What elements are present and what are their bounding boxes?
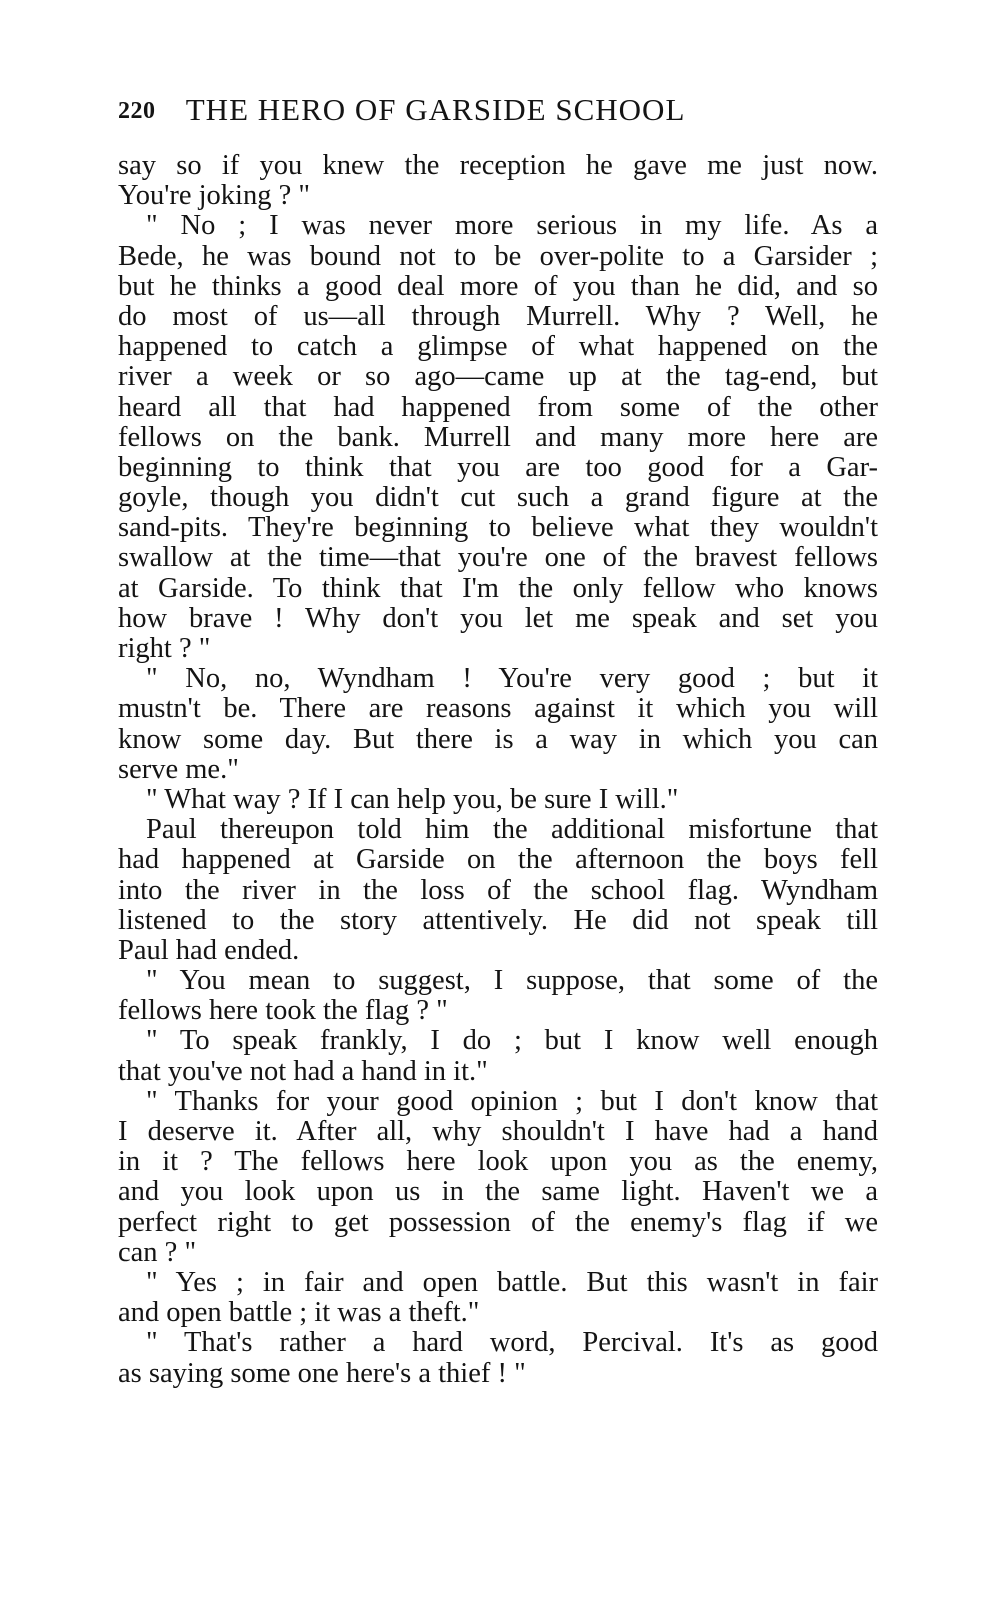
text-line: fellows on the bank. Murrell and many more here are (118, 421, 878, 453)
text-line: " What way ? If I can help you, be sure I will." (146, 783, 679, 815)
text-line: that you've not had a hand in it." (118, 1055, 488, 1087)
text-line: goyle, though you didn't cut such a grand figure at the (118, 482, 878, 514)
page-header (118, 92, 878, 132)
text-line: had happened at Garside on the afternoon the boys fell (118, 844, 878, 876)
text-line: into the river in the loss of the school flag. Wyndham (118, 874, 878, 906)
text-line: perfect right to get possession of the enemy's flag if we (118, 1206, 878, 1238)
text-line: and you look upon us in the same light. Haven't we a (118, 1176, 878, 1208)
text-line: " Yes ; in fair and open battle. But this wasn't in fair (146, 1266, 878, 1298)
text-line: " You mean to suggest, I suppose, that some of the (146, 965, 878, 997)
text-line: but he thinks a good deal more of you than he did, and so (118, 270, 878, 302)
text-line: do most of us—all through Murrell. Why ? Well, he (118, 300, 878, 332)
text-line: swallow at the time—that you're one of the bravest fellows (118, 542, 878, 574)
page-number: 220 (118, 98, 156, 124)
text-line: You're joking ? " (118, 180, 310, 212)
text-line: sand-pits. They're beginning to believe what they wouldn't (118, 512, 878, 544)
text-line: how brave ! Why don't you let me speak and set you (118, 602, 878, 634)
text-line: beginning to think that you are too good for a Gar- (118, 451, 878, 483)
text-line: listened to the story attentively. He did not speak till (118, 904, 878, 936)
text-line: Bede, he was bound not to be over-polite to a Garsider ; (118, 240, 878, 272)
text-line: mustn't be. There are reasons against it which you will (118, 693, 878, 725)
text-line: fellows here took the flag ? " (118, 995, 448, 1027)
body-text (118, 151, 878, 1389)
text-line: and open battle ; it was a theft." (118, 1297, 480, 1329)
text-line: as saying some one here's a thief ! " (118, 1357, 526, 1389)
text-line: at Garside. To think that I'm the only fellow who knows (118, 572, 878, 604)
text-line: heard all that had happened from some of the other (118, 391, 878, 423)
text-line: in it ? The fellows here look upon you as the enemy, (118, 1146, 878, 1178)
text-line: I deserve it. After all, why shouldn't I have had a hand (118, 1116, 878, 1147)
text-line: river a week or so ago—came up at the tag-end, but (118, 361, 878, 393)
text-line: serve me." (118, 753, 239, 785)
text-line: " No ; I was never more serious in my life. As a (146, 210, 878, 242)
text-line: right ? " (118, 633, 211, 664)
text-line: know some day. But there is a way in which you can (118, 723, 878, 755)
text-line: can ? " (118, 1236, 197, 1268)
text-line: say so if you knew the reception he gave me just now. (118, 150, 878, 181)
text-line: " That's rather a hard word, Percival. It's as good (146, 1327, 878, 1359)
text-line: " No, no, Wyndham ! You're very good ; but it (146, 663, 878, 695)
text-line: Paul thereupon told him the additional misfortune that (146, 814, 878, 846)
text-line: Paul had ended. (118, 934, 300, 966)
running-title: THE HERO OF GARSIDE SCHOOL (185, 92, 686, 127)
text-line: " To speak frankly, I do ; but I know well enough (146, 1025, 878, 1057)
text-line: " Thanks for your good opinion ; but I don't know that (146, 1085, 878, 1117)
text-line: happened to catch a glimpse of what happened on the (118, 331, 878, 363)
